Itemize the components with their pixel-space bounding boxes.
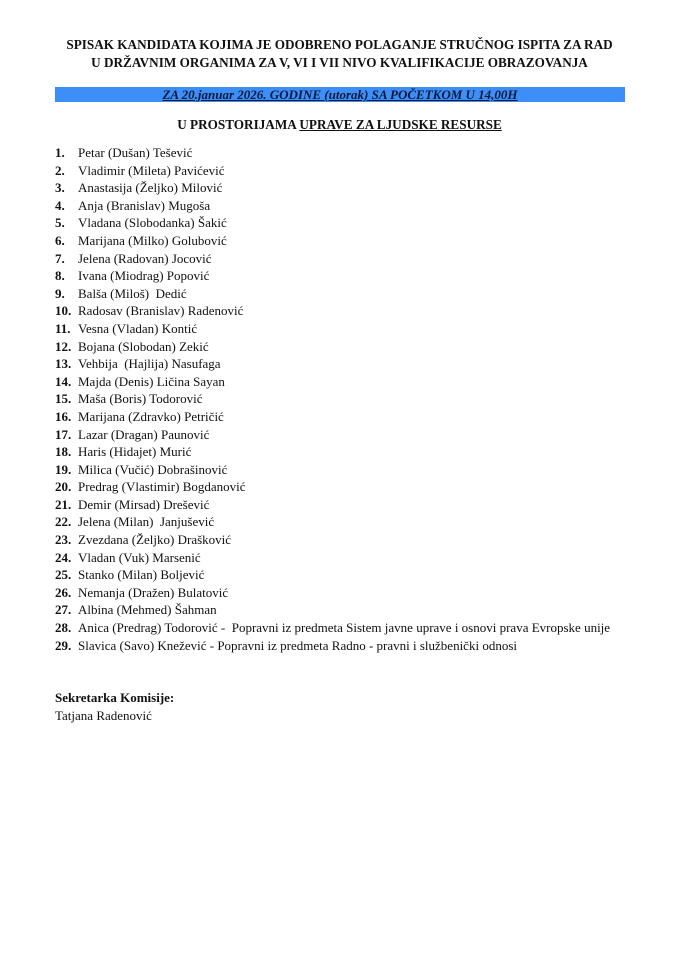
candidate-list-item (55, 637, 610, 655)
candidate-name: Vladimir (Mileta) Pavićević (78, 162, 225, 178)
candidate-number: 19. (55, 461, 72, 477)
candidate-number: 25. (55, 567, 72, 583)
candidate-number: 9. (55, 285, 65, 301)
candidate-name: Anastasija (Željko) Milović (78, 180, 223, 196)
candidate-list-item (55, 390, 610, 408)
candidate-name: Anica (Predrag) Todorović - Popravni iz predmeta Sistem javne uprave i osnovi prava Evropske unije (78, 620, 611, 636)
candidate-number: 3. (55, 180, 65, 196)
candidate-number: 21. (55, 496, 72, 512)
candidate-number: 12. (55, 338, 72, 354)
candidate-number: 27. (55, 602, 72, 618)
location-name: UPRAVE ZA LJUDSKE RESURSE (299, 117, 502, 132)
document-title-line-1: SPISAK KANDIDATA KOJIMA JE ODOBRENO POLAGANJE STRUČNOG ISPITA ZA RAD (66, 37, 613, 52)
candidate-list-item (55, 443, 610, 461)
candidate-name: Ivana (Miodrag) Popović (78, 268, 210, 284)
candidate-list-item (55, 584, 610, 602)
candidate-name: Vladan (Vuk) Marsenić (78, 549, 201, 565)
candidate-number: 1. (55, 145, 65, 160)
candidate-name: Demir (Mirsad) Drešević (78, 496, 210, 512)
candidate-name: Haris (Hidajet) Murić (78, 444, 192, 460)
candidate-number: 11. (55, 320, 71, 336)
exam-date-text: ZA 20.januar 2026. GODINE (utorak) SA POČETKOM U 14,00H (162, 87, 518, 102)
candidate-name: Vladana (Slobodanka) Šakić (78, 215, 227, 231)
candidate-list-item (55, 478, 610, 496)
candidate-list-item (55, 408, 610, 426)
candidate-name: Jelena (Radovan) Jocović (78, 250, 212, 266)
candidate-name: Slavica (Savo) Knežević - Popravni iz predmeta Radno - pravni i službenički odnosi (78, 637, 517, 653)
signature-title: Sekretarka Komisije: (55, 690, 175, 705)
candidate-list-item (55, 461, 610, 479)
exam-date-banner (55, 87, 625, 102)
candidate-list-item (55, 513, 610, 531)
candidate-number: 2. (55, 162, 65, 178)
candidate-number: 22. (55, 514, 72, 530)
signature-name: Tatjana Radenović (55, 708, 152, 723)
candidate-name: Marijana (Zdravko) Petričić (78, 408, 224, 424)
candidate-name: Albina (Mehmed) Šahman (78, 602, 217, 618)
candidate-number: 4. (55, 197, 65, 213)
candidate-number: 10. (55, 303, 72, 319)
candidate-name: Balša (Miloš) Dedić (78, 285, 187, 301)
candidate-number: 6. (55, 232, 65, 248)
candidate-number: 28. (55, 620, 72, 636)
candidate-list-item (55, 232, 610, 250)
location-prefix: U PROSTORIJAMA (177, 117, 300, 132)
candidate-list-item (55, 285, 610, 303)
candidate-name: Bojana (Slobodan) Zekić (78, 338, 209, 354)
candidate-name: Anja (Branislav) Mugoša (78, 197, 211, 213)
candidate-number: 18. (55, 444, 72, 460)
candidate-list-item (55, 302, 610, 320)
candidate-number: 8. (55, 268, 65, 284)
candidate-name: Majda (Denis) Ličina Sayan (78, 373, 225, 389)
candidate-number: 29. (55, 637, 72, 653)
candidate-name: Lazar (Dragan) Paunović (78, 426, 210, 442)
candidate-list-item (55, 426, 610, 444)
candidate-list-item (55, 197, 610, 215)
candidate-number: 17. (55, 426, 72, 442)
candidate-list-item (55, 549, 610, 567)
candidate-number: 23. (55, 532, 72, 548)
candidate-list-item (55, 619, 610, 637)
candidate-list-item (55, 214, 610, 232)
candidate-list-item (55, 496, 610, 514)
candidate-list-item (55, 338, 610, 356)
candidate-list-item (55, 531, 610, 549)
candidate-number: 26. (55, 584, 72, 600)
candidate-list-item (55, 267, 610, 285)
candidate-number: 20. (55, 479, 72, 495)
candidate-number: 16. (55, 408, 72, 424)
candidate-name: Vesna (Vladan) Kontić (78, 320, 198, 336)
candidate-list-item (55, 320, 610, 338)
candidate-name: Vehbija (Hajlija) Nasufaga (78, 356, 221, 372)
candidate-number: 5. (55, 215, 65, 231)
candidate-number: 13. (55, 356, 72, 372)
candidate-list-item (55, 355, 610, 373)
candidate-list-item (55, 144, 610, 162)
signature-block (55, 689, 174, 725)
candidate-name: Maša (Boris) Todorović (78, 391, 203, 407)
candidate-list-item (55, 162, 610, 180)
candidate-name: Predrag (Vlastimir) Bogdanović (78, 479, 246, 495)
candidate-list (55, 144, 610, 654)
candidate-name: Zvezdana (Željko) Drašković (78, 532, 232, 548)
candidate-number: 24. (55, 549, 72, 565)
candidate-number: 15. (55, 391, 72, 407)
candidate-name: Radosav (Branislav) Radenović (78, 303, 244, 319)
candidate-name: Marijana (Milko) Golubović (78, 232, 227, 248)
candidate-list-item (55, 250, 610, 268)
candidate-name: Jelena (Milan) Janjušević (78, 514, 215, 530)
candidate-list-item (55, 179, 610, 197)
candidate-name: Milica (Vučić) Dobrašinović (78, 461, 228, 477)
candidate-list-item (55, 601, 610, 619)
candidate-name: Nemanja (Dražen) Bulatović (78, 584, 229, 600)
exam-location (0, 117, 679, 133)
candidate-list-item (55, 373, 610, 391)
candidate-number: 7. (55, 250, 65, 266)
candidate-number: 14. (55, 373, 72, 389)
candidate-name: Petar (Dušan) Tešević (78, 145, 193, 160)
candidate-list-item (55, 566, 610, 584)
candidate-name: Stanko (Milan) Boljević (78, 567, 205, 583)
document-title-line-2: U DRŽAVNIM ORGANIMA ZA V, VI I VII NIVO KVALIFIKACIJE OBRAZOVANJA (91, 55, 588, 70)
